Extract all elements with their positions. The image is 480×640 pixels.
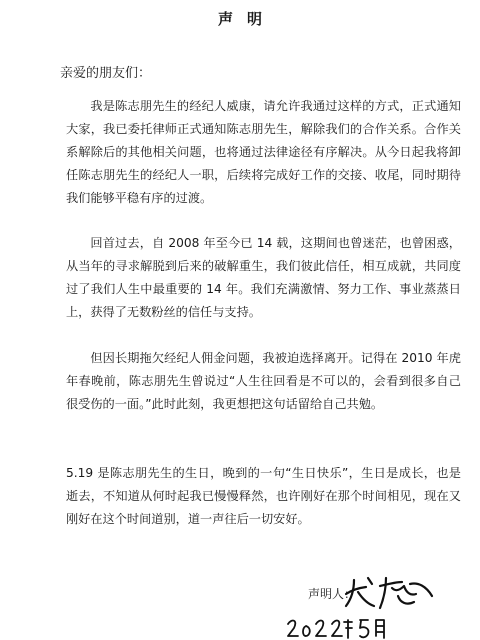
salutation: 亲爱的朋友们： (60, 66, 152, 81)
paragraph-1 (66, 95, 461, 210)
paragraph-3 (66, 347, 461, 416)
paragraph-2 (66, 232, 461, 324)
paragraph-text: 我是陈志朋先生的经纪人威康，请允许我通过这样的方式，正式通知大家，我已委托律师正式通知陈志朋先生，解除我们的合作关系。合作关系解除后的其他相关问题，也将通过法律途径有序解决。从今日起我将卸任陈志朋先生的经纪人一职，后续将完成好工作的交接、收尾，同时期待我们能够平稳有序的过渡。 (66, 99, 461, 205)
signature-label: 声明人： (308, 587, 357, 601)
paragraph-text: 5.19 是陈志朋先生的生日，晚到的一句“生日快乐”，生日是成长，也是逝去，不知道从何时起我已慢慢释然，也许刚好在那个时间相见，现在又刚好在这个时间道别，道一声往后一切安好。 (66, 466, 461, 526)
paragraph-4 (66, 462, 461, 531)
handwritten-signature (340, 572, 440, 612)
handwritten-date (284, 614, 394, 640)
paragraph-text: 但因长期拖欠经纪人佣金问题，我被迫选择离开。记得在 2010 年虎年春晚前，陈志朋先生曾说过“人生往回看是不可以的，会看到很多自己很受伤的一面。”此时此刻，我更想把这句话留给自己共勉。 (66, 351, 461, 411)
document-title: 声明 (217, 10, 276, 28)
paragraph-text: 回首过去，自 2008 年至今已 14 载，这期间也曾迷茫，也曾困惑，从当年的寻求解脱到后来的破解重生，我们彼此信任，相互成就，共同度过了我们人生中最重要的 14 年。我们充满激情、努力工作、事业蒸蒸日上，获得了无数粉丝的信任与支持。 (66, 236, 461, 319)
